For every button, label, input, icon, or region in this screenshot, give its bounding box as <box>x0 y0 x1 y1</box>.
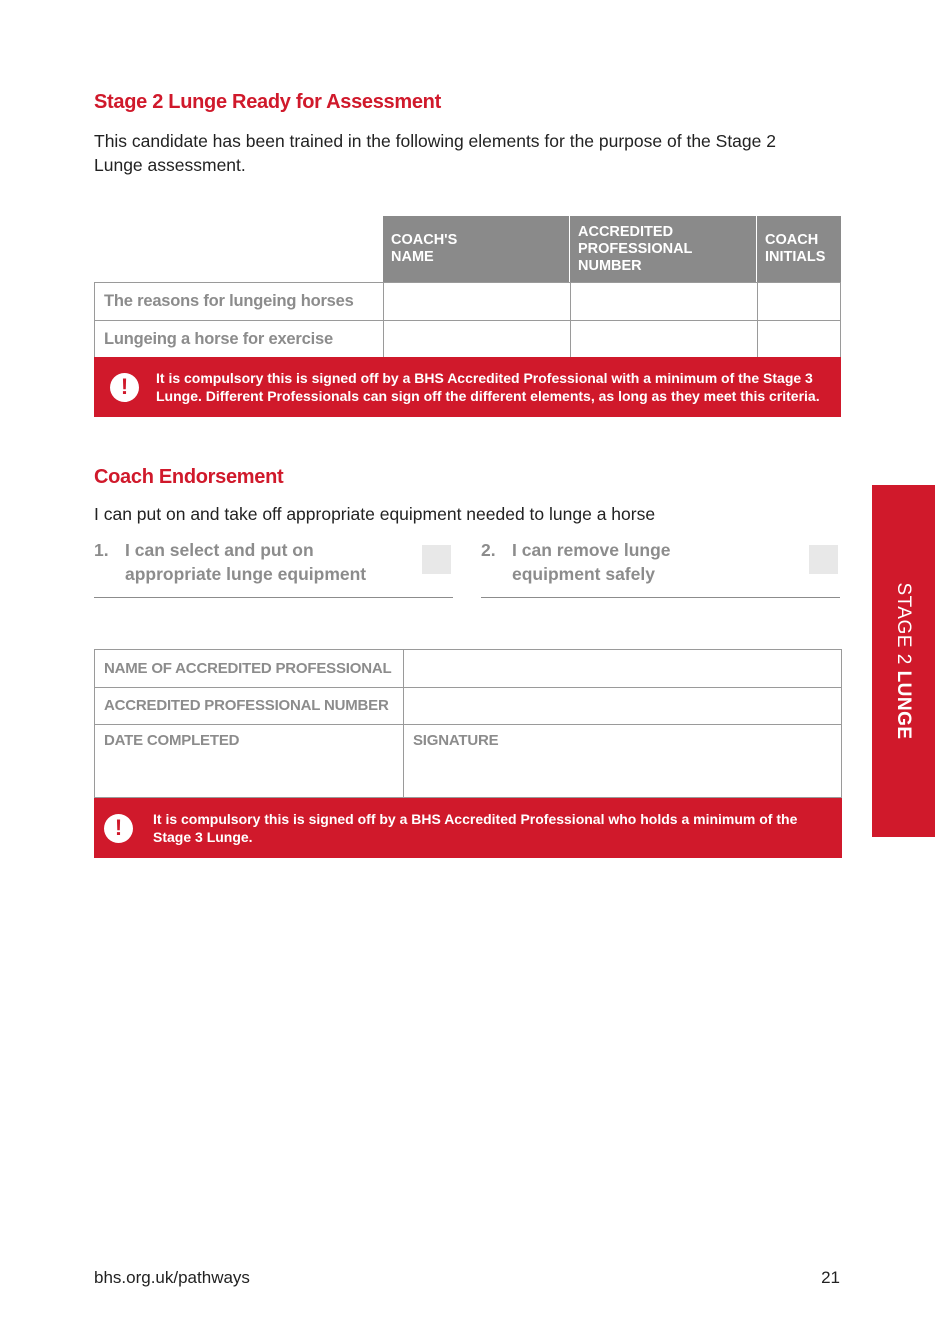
item-1-checkbox[interactable] <box>422 545 451 574</box>
warning-text: It is compulsory this is signed off by a BHS Accredited Professional with a minimum of the Stage 3 Lunge. Different Professionals can sign off the different elements, as long as they meet this criteria. <box>156 370 820 404</box>
item-text: I can remove lunge equipment safely <box>512 540 671 584</box>
item-text: I can select and put on appropriate lunge equipment <box>125 540 367 584</box>
endorsement-form-table <box>94 649 842 798</box>
apn-cell[interactable] <box>570 283 757 321</box>
section-title-coach-endorsement: Coach Endorsement <box>94 466 284 488</box>
intro-line-2: Lunge assessment. <box>94 155 246 175</box>
coach-name-cell[interactable] <box>383 321 570 359</box>
footer-url: bhs.org.uk/pathways <box>94 1268 250 1287</box>
header-accredited-professional-number: ACCREDITED PROFESSIONAL NUMBER <box>570 216 757 282</box>
signature-label: SIGNATURE <box>413 732 499 749</box>
apn-cell[interactable] <box>570 321 757 359</box>
exclamation-circle-icon: ! <box>104 814 133 843</box>
header-coach-name: COACH'S NAME <box>383 216 570 282</box>
section-intro <box>94 129 834 177</box>
item-number: 1. <box>94 540 109 560</box>
item-2-checkbox[interactable] <box>809 545 838 574</box>
endorsement-intro: I can put on and take off appropriate equipment needed to lunge a horse <box>94 504 656 524</box>
coach-name-cell[interactable] <box>383 283 570 321</box>
initials-cell[interactable] <box>757 321 841 359</box>
table-row <box>94 282 841 320</box>
row-label: The reasons for lungeing horses <box>104 292 354 310</box>
row-label: Lungeing a horse for exercise <box>104 330 333 348</box>
header-coach-initials: COACH INITIALS <box>757 216 841 282</box>
intro-line-1: This candidate has been trained in the following elements for the purpose of the Stage 2 <box>94 131 776 151</box>
signature-field[interactable] <box>404 725 841 797</box>
row-label-cell <box>94 321 383 359</box>
warning-banner-2 <box>94 798 842 858</box>
exclamation-circle-icon: ! <box>110 373 139 402</box>
side-tab-label: STAGE 2 LUNGE <box>893 582 914 740</box>
initials-cell[interactable] <box>757 283 841 321</box>
warning-banner-1 <box>94 357 841 417</box>
name-field[interactable] <box>404 650 841 687</box>
date-field[interactable] <box>95 725 403 797</box>
table-row <box>94 320 841 358</box>
warning-text: It is compulsory this is signed off by a BHS Accredited Professional who holds a minimum of the Stage 3 Lunge. <box>153 811 798 845</box>
row-label-cell <box>94 283 383 321</box>
item-number: 2. <box>481 540 496 560</box>
number-field[interactable] <box>404 688 841 724</box>
divider <box>481 597 840 598</box>
name-label: NAME OF ACCREDITED PROFESSIONAL <box>104 660 392 677</box>
number-label: ACCREDITED PROFESSIONAL NUMBER <box>104 697 389 714</box>
divider <box>94 597 453 598</box>
side-tab <box>872 485 935 837</box>
date-label: DATE COMPLETED <box>104 732 240 749</box>
section-title-ready-for-assessment: Stage 2 Lunge Ready for Assessment <box>94 91 441 113</box>
page-number: 21 <box>821 1268 840 1287</box>
